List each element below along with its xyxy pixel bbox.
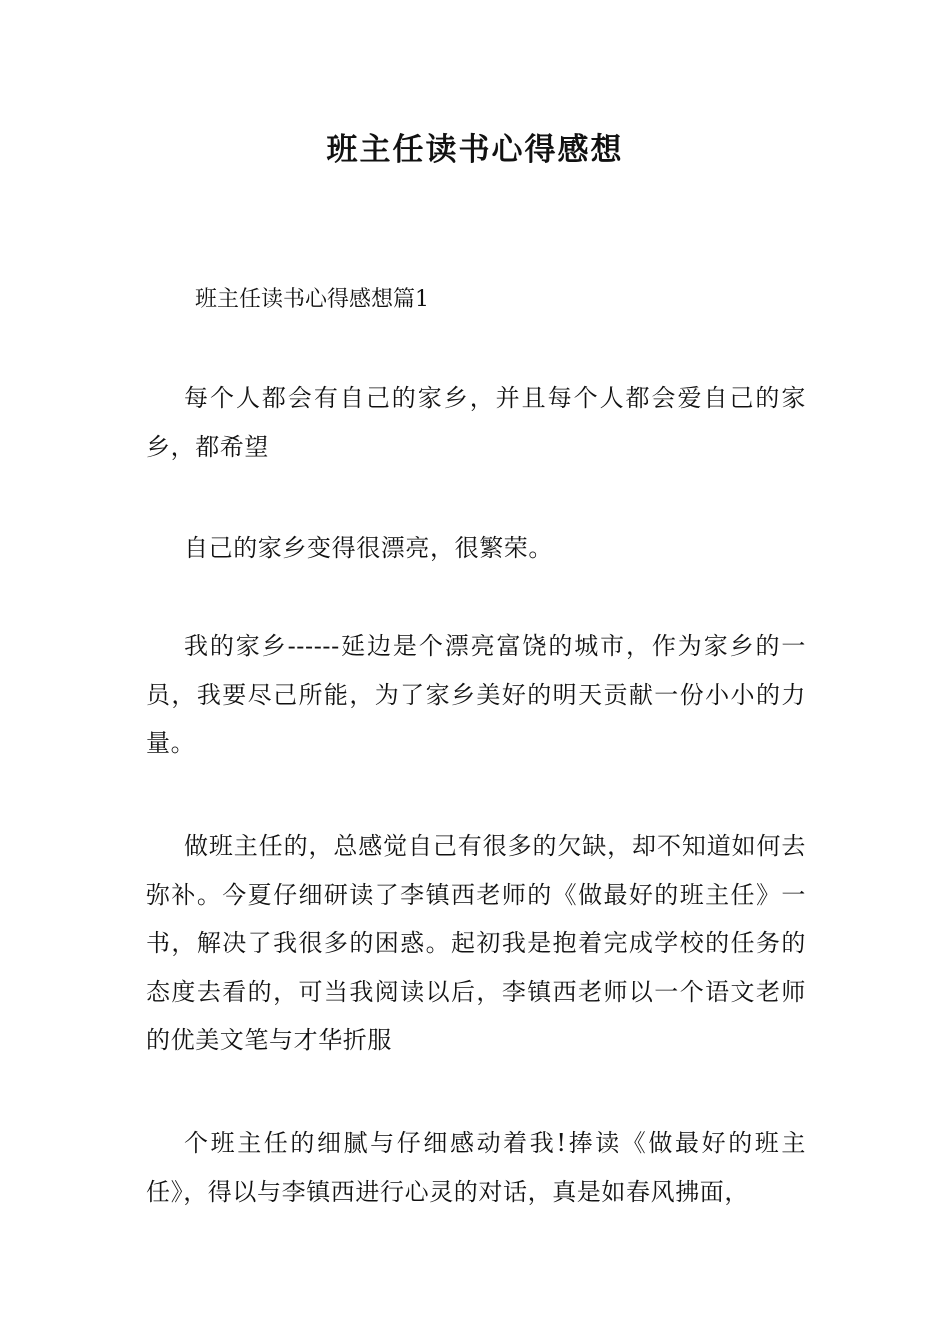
paragraph-4: 做班主任的，总感觉自己有很多的欠缺，却不知道如何去弥补。今夏仔细研读了李镇西老师的《做最好的班主任》一书，解决了我很多的困惑。起初我是抱着完成学校的任务的态度去看的，可当我阅读以后，李镇西老师以一个语文老师的优美文笔与才华折服 bbox=[146, 832, 806, 1054]
document-title: 班主任读书心得感想 bbox=[326, 132, 624, 168]
paragraph-1: 每个人都会有自己的家乡，并且每个人都会爱自己的家乡，都希望 bbox=[146, 384, 806, 461]
paragraph-5: 个班主任的细腻与仔细感动着我!捧读《做最好的班主任》，得以与李镇西进行心灵的对话，真是如春风拂面， bbox=[146, 1129, 806, 1206]
paragraph-3: 我的家乡------延边是个漂亮富饶的城市，作为家乡的一员，我要尽己所能，为了家乡美好的明天贡献一份小小的力量。 bbox=[146, 632, 806, 757]
paragraph-2: 自己的家乡变得很漂亮，很繁荣。 bbox=[184, 534, 553, 562]
section-heading: 班主任读书心得感想篇1 bbox=[195, 287, 429, 312]
